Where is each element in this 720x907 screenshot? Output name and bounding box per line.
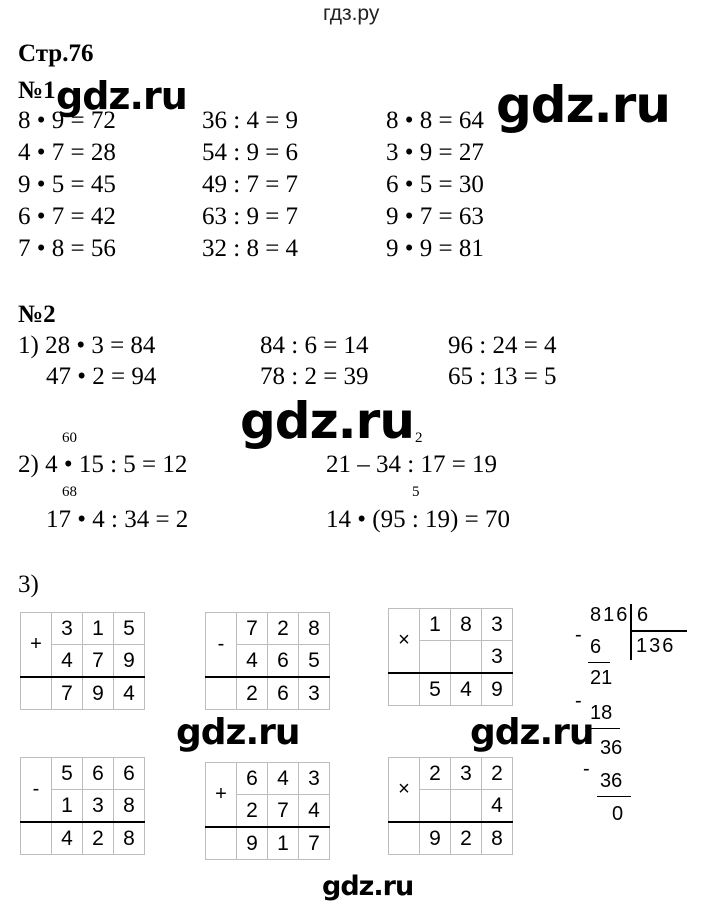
watermark: gdz.ru bbox=[322, 871, 414, 902]
digit: 5 bbox=[299, 645, 330, 678]
result-digit: 3 bbox=[299, 677, 330, 710]
site-header: гдз.ру bbox=[323, 2, 380, 25]
watermark: gdz.ru bbox=[56, 74, 187, 118]
minus-sign: - bbox=[575, 624, 582, 646]
column-multiplication bbox=[388, 608, 513, 706]
subtrahend: 18 bbox=[590, 702, 613, 724]
digit: 2 bbox=[420, 758, 451, 790]
equation: 8 • 8 = 64 bbox=[386, 107, 484, 134]
digit: 1 bbox=[52, 790, 83, 823]
digit: 8 bbox=[451, 609, 482, 641]
result-digit: 5 bbox=[420, 673, 451, 706]
underline bbox=[597, 796, 631, 797]
digit: 4 bbox=[268, 763, 299, 795]
intermediate-note: 5 bbox=[412, 484, 420, 500]
equation: 9 • 7 = 63 bbox=[386, 203, 484, 230]
equation: 14 • (95 : 19) = 70 bbox=[326, 506, 510, 533]
digit: 3 bbox=[52, 613, 83, 645]
equation: 63 : 9 = 7 bbox=[202, 203, 299, 230]
digit: 3 bbox=[482, 641, 513, 674]
digit: 7 bbox=[237, 613, 268, 645]
equation: 65 : 13 = 5 bbox=[448, 363, 557, 390]
subtrahend: 36 bbox=[600, 770, 623, 792]
minus-sign: - bbox=[206, 613, 237, 678]
equation: 47 • 2 = 94 bbox=[46, 363, 157, 390]
column-multiplication bbox=[388, 757, 513, 855]
digit: 6 bbox=[114, 758, 145, 790]
result-digit: 9 bbox=[83, 677, 114, 710]
column-addition bbox=[20, 612, 145, 710]
digit: 4 bbox=[52, 645, 83, 678]
result-digit: 8 bbox=[114, 822, 145, 855]
equation: 54 : 9 = 6 bbox=[202, 139, 299, 166]
equation: 9 • 9 = 81 bbox=[386, 235, 484, 262]
digit: 9 bbox=[114, 645, 145, 678]
digit: 4 bbox=[482, 790, 513, 823]
underline bbox=[588, 662, 610, 663]
digit: 2 bbox=[482, 758, 513, 790]
result-digit: 4 bbox=[52, 822, 83, 855]
divisor: 6 bbox=[637, 604, 649, 626]
result-digit: 1 bbox=[268, 827, 299, 860]
digit: 1 bbox=[420, 609, 451, 641]
digit: 3 bbox=[482, 609, 513, 641]
digit: 5 bbox=[114, 613, 145, 645]
task2-label: №2 bbox=[18, 301, 56, 328]
equation: 6 • 7 = 42 bbox=[18, 203, 116, 230]
equation: 21 – 34 : 17 = 19 bbox=[326, 451, 498, 478]
equation: 2) 4 • 15 : 5 = 12 bbox=[18, 451, 188, 478]
part3-label: 3) bbox=[18, 571, 39, 598]
result-digit: 2 bbox=[451, 822, 482, 855]
result-digit: 4 bbox=[451, 673, 482, 706]
watermark: gdz.ru bbox=[240, 392, 414, 450]
equation: 17 • 4 : 34 = 2 bbox=[46, 506, 189, 533]
digit: 8 bbox=[299, 613, 330, 645]
dividend: 816 bbox=[590, 604, 630, 626]
division-vertical-line bbox=[630, 604, 632, 660]
digit: 1 bbox=[83, 613, 114, 645]
plus-sign: + bbox=[206, 763, 237, 828]
intermediate-note: 2 bbox=[415, 430, 423, 446]
equation: 1) 28 • 3 = 84 bbox=[18, 332, 156, 359]
minus-sign: - bbox=[21, 758, 52, 823]
page-title: Стр.76 bbox=[18, 40, 94, 67]
intermediate-note: 60 bbox=[62, 430, 77, 446]
watermark: gdz.ru bbox=[496, 76, 670, 134]
digit: 3 bbox=[451, 758, 482, 790]
result-digit: 7 bbox=[299, 827, 330, 860]
remainder: 21 bbox=[590, 667, 613, 689]
digit: 7 bbox=[268, 795, 299, 828]
digit: 6 bbox=[237, 763, 268, 795]
equation: 9 • 5 = 45 bbox=[18, 171, 116, 198]
digit: 8 bbox=[114, 790, 145, 823]
equation: 3 • 9 = 27 bbox=[386, 139, 484, 166]
equation: 78 : 2 = 39 bbox=[260, 363, 369, 390]
digit: 2 bbox=[268, 613, 299, 645]
plus-sign: + bbox=[21, 613, 52, 678]
subtrahend: 6 bbox=[590, 636, 602, 658]
digit: 5 bbox=[52, 758, 83, 790]
result-digit: 7 bbox=[52, 677, 83, 710]
equation: 32 : 8 = 4 bbox=[202, 235, 299, 262]
equation: 6 • 5 = 30 bbox=[386, 171, 484, 198]
quotient: 136 bbox=[636, 635, 676, 657]
digit: 3 bbox=[83, 790, 114, 823]
remainder-zero: 0 bbox=[612, 803, 624, 825]
watermark: gdz.ru bbox=[176, 712, 300, 753]
equation: 96 : 24 = 4 bbox=[448, 332, 557, 359]
minus-sign: - bbox=[575, 690, 582, 712]
column-subtraction bbox=[20, 757, 145, 855]
equation: 4 • 7 = 28 bbox=[18, 139, 116, 166]
times-sign: × bbox=[389, 609, 420, 674]
digit: 6 bbox=[83, 758, 114, 790]
digit: 2 bbox=[237, 795, 268, 828]
result-digit: 9 bbox=[237, 827, 268, 860]
digit bbox=[451, 641, 482, 674]
result-digit: 4 bbox=[114, 677, 145, 710]
digit: 3 bbox=[299, 763, 330, 795]
result-digit: 9 bbox=[482, 673, 513, 706]
times-sign: × bbox=[389, 758, 420, 823]
column-addition bbox=[205, 762, 330, 860]
watermark: gdz.ru bbox=[470, 712, 594, 753]
digit: 4 bbox=[299, 795, 330, 828]
digit: 4 bbox=[237, 645, 268, 678]
digit: 6 bbox=[268, 645, 299, 678]
digit: 7 bbox=[83, 645, 114, 678]
result-digit: 9 bbox=[420, 822, 451, 855]
result-digit: 2 bbox=[83, 822, 114, 855]
column-subtraction bbox=[205, 612, 330, 710]
digit bbox=[420, 790, 451, 823]
equation: 8 • 9 = 72 bbox=[18, 107, 116, 134]
division-horizontal-line bbox=[631, 630, 687, 632]
equation: 49 : 7 = 7 bbox=[202, 171, 299, 198]
result-digit: 6 bbox=[268, 677, 299, 710]
equation: 7 • 8 = 56 bbox=[18, 235, 116, 262]
result-digit: 8 bbox=[482, 822, 513, 855]
intermediate-note: 68 bbox=[62, 484, 77, 500]
equation: 84 : 6 = 14 bbox=[260, 332, 369, 359]
task1-label: №1 bbox=[18, 77, 56, 104]
equation: 36 : 4 = 9 bbox=[202, 107, 299, 134]
digit bbox=[451, 790, 482, 823]
minus-sign: - bbox=[583, 758, 590, 780]
result-digit: 2 bbox=[237, 677, 268, 710]
digit bbox=[420, 641, 451, 674]
remainder: 36 bbox=[600, 737, 623, 759]
